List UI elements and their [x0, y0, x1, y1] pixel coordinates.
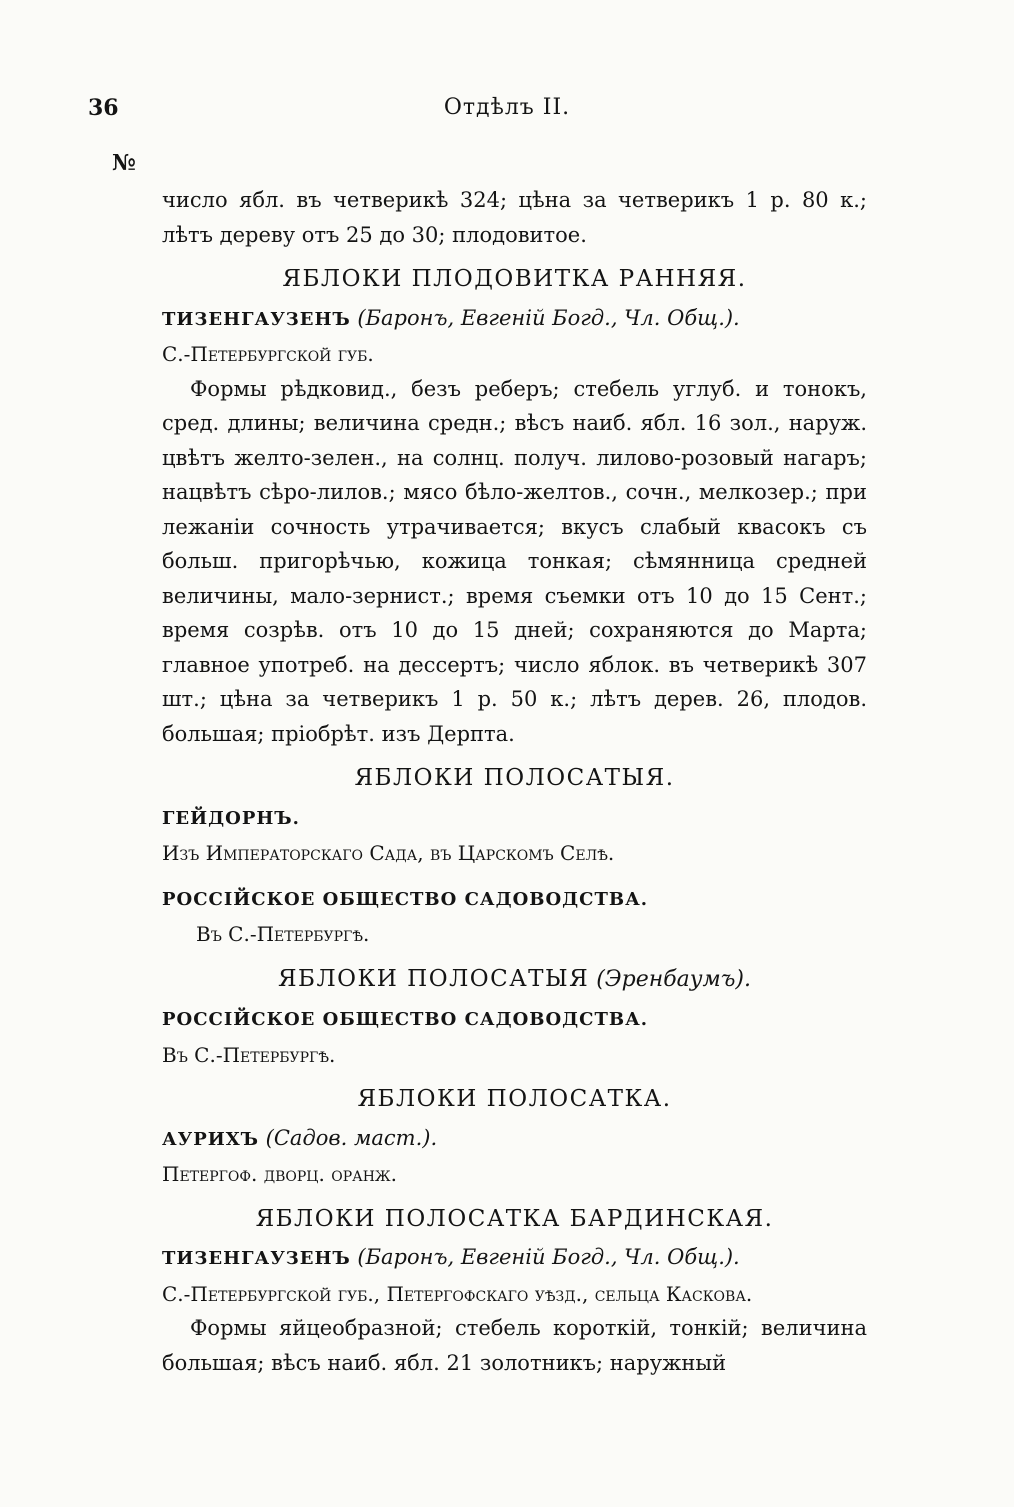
section-heading — [162, 962, 867, 998]
entry-name-line — [162, 1240, 867, 1277]
entry-description: Формы рѣдковид., безъ реберъ; стебель углуб. и тонокъ, сред. длины; величина средн.; вѣсъ наиб. ябл. 16 зол., наруж. цвѣтъ желто-зелен., на солнц. получ. лилово-розовый нагаръ; нацвѣтъ сѣро-лилов.; мясо бѣло-желтов., сочн., мелкозер.; при лежаніи сочность утрачивается; вкусъ слабый квасокъ съ больш. пригорѣчью, кожица тонкая; сѣмянница средней величины, мало-зернист.; время съемки отъ 10 до 15 Сент.; время созрѣв. отъ 10 до 15 дней; сохраняются до Марта; главное употреб. на дессертъ; число яблок. въ четверикѣ 307 шт.; цѣна за четверикъ 1 р. 50 к.; лѣтъ дерев. 26, плодов. большая; пріобрѣт. изъ Дерпта. — [162, 376, 867, 746]
entry-name-line — [162, 301, 867, 338]
entry-name-line — [162, 800, 867, 837]
entry-name-line — [162, 881, 867, 918]
section-heading: ЯБЛОКИ ПОЛОСАТКА. — [357, 1086, 672, 1112]
grower-name: РОССІЙСКОЕ ОБЩЕСТВО САДОВОДСТВА. — [162, 888, 649, 910]
grower-qualifier: (Баронъ, Евгеній Богд., Чл. Общ.). — [350, 1245, 740, 1269]
heading-text: ЯБЛОКИ ПОЛОСАТЫЯ — [277, 965, 590, 992]
entry-location: Петергоф. дворц. оранж. — [162, 1162, 398, 1186]
entry-location: С.-Петербургской губ., Петергофскаго уѣзд., сельца Каскова. — [162, 1281, 753, 1306]
number-mark: № — [112, 150, 136, 176]
entry-location: Въ С.-Петербургѣ. — [162, 1042, 336, 1067]
page-number: 36 — [88, 95, 119, 121]
grower-name: ГЕЙДОРНЪ. — [162, 807, 300, 829]
grower-name: ТИЗЕНГАУЗЕНЪ — [162, 1248, 351, 1269]
entry-name-line — [162, 1121, 867, 1158]
grower-name: ТИЗЕНГАУЗЕНЪ — [162, 308, 351, 330]
grower-qualifier: (Садов. маст.). — [259, 1125, 438, 1150]
entry-description: Формы яйцеобразной; стебель короткій, тонкій; величина большая; вѣсъ наиб. ябл. 21 золотникъ; наружный — [162, 1316, 867, 1375]
running-header: Отдѣлъ II. — [443, 95, 571, 120]
intro-paragraph: число ябл. въ четверикѣ 324; цѣна за четверикъ 1 р. 80 к.; лѣтъ дереву отъ 25 до 30; плодовитое. — [162, 188, 867, 247]
section-heading: ЯБЛОКИ ПОЛОСАТКА БАРДИНСКАЯ. — [255, 1205, 774, 1232]
entry-location: Въ С.-Петербургѣ. — [196, 922, 370, 946]
section-heading: ЯБЛОКИ ПОЛОСАТЫЯ. — [354, 765, 675, 791]
entry-location: Изъ Императорскаго Сада, въ Царскомъ Селѣ. — [162, 841, 615, 865]
grower-name: РОССІЙСКОЕ ОБЩЕСТВО САДОВОДСТВА. — [162, 1009, 649, 1030]
entry-location: С.-Петербургской губ. — [162, 342, 374, 366]
entry-name-line — [162, 1001, 867, 1038]
grower-name: АУРИХЪ — [162, 1128, 259, 1150]
heading-qualifier: (Эренбаумъ). — [589, 966, 752, 992]
page-content — [162, 183, 867, 1380]
section-heading: ЯБЛОКИ ПЛОДОВИТКА РАННЯЯ. — [282, 266, 747, 292]
grower-qualifier: (Баронъ, Евгеній Богд., Чл. Общ.). — [350, 305, 740, 330]
